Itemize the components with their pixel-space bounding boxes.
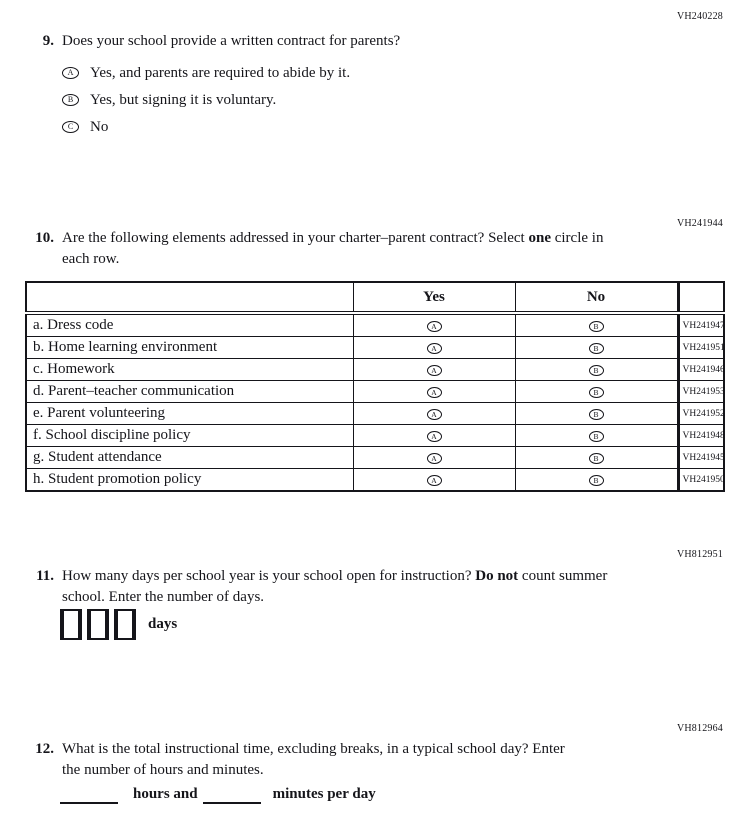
yes-bubble[interactable]: A bbox=[427, 343, 442, 354]
option-row-a bbox=[62, 63, 400, 83]
yes-bubble[interactable]: A bbox=[427, 321, 442, 332]
question-text-bold: one bbox=[528, 230, 551, 246]
question-number: 11. bbox=[36, 568, 54, 584]
option-label: No bbox=[90, 118, 109, 135]
question-text-bold: Do not bbox=[475, 568, 519, 584]
row-label: c. Homework bbox=[26, 359, 353, 381]
no-bubble[interactable]: B bbox=[589, 365, 604, 376]
empty-header-cell bbox=[26, 282, 353, 313]
question-number: 9. bbox=[42, 33, 54, 49]
yes-bubble[interactable]: A bbox=[427, 453, 442, 464]
question-text: Does your school provide a written contract for parents? bbox=[62, 33, 401, 49]
table-row bbox=[26, 381, 724, 403]
row-label: h. Student promotion policy bbox=[26, 469, 353, 492]
question-text: circle in each row. bbox=[62, 230, 604, 267]
no-bubble[interactable]: B bbox=[589, 409, 604, 420]
row-label: e. Parent volunteering bbox=[26, 403, 353, 425]
no-bubble[interactable]: B bbox=[589, 321, 604, 332]
question-text: What is the total instructional time, excluding breaks, in a typical school day? Enter the number of hours and minutes. bbox=[62, 741, 565, 778]
option-bubble-a[interactable]: A bbox=[62, 67, 79, 79]
question-code-q11: VH812951 bbox=[676, 549, 723, 560]
question-number: 10. bbox=[35, 230, 54, 246]
no-bubble[interactable]: B bbox=[589, 431, 604, 442]
row-code: VH241953 bbox=[678, 381, 724, 403]
question-11 bbox=[30, 566, 628, 608]
question-10 bbox=[30, 228, 628, 270]
row-label: a. Dress code bbox=[26, 313, 353, 337]
table-row bbox=[26, 403, 724, 425]
no-bubble[interactable]: B bbox=[589, 453, 604, 464]
row-code: VH241951 bbox=[678, 337, 724, 359]
no-bubble[interactable]: B bbox=[589, 475, 604, 486]
question-text: count summer school. Enter the number of days. bbox=[62, 568, 608, 605]
digit-box[interactable] bbox=[60, 609, 82, 640]
hours-blank[interactable] bbox=[60, 785, 118, 804]
minutes-blank[interactable] bbox=[203, 785, 261, 804]
question-9 bbox=[30, 31, 400, 144]
yes-no-table bbox=[25, 281, 725, 492]
question-text: How many days per school year is your school open for instruction? bbox=[62, 568, 472, 584]
minutes-label: minutes per day bbox=[272, 786, 376, 802]
row-code: VH241946 bbox=[678, 359, 724, 381]
option-row-b bbox=[62, 90, 400, 110]
days-label: days bbox=[148, 616, 178, 632]
question-text: Are the following elements addressed in your charter–parent contract? Select bbox=[62, 230, 525, 246]
question-code-q9: VH240228 bbox=[676, 11, 723, 22]
digit-box[interactable] bbox=[114, 609, 136, 640]
row-code: VH241948 bbox=[678, 425, 724, 447]
option-bubble-b[interactable]: B bbox=[62, 94, 79, 106]
row-label: g. Student attendance bbox=[26, 447, 353, 469]
column-header-no: No bbox=[515, 282, 678, 313]
row-code: VH241947 bbox=[678, 313, 724, 337]
table-row bbox=[26, 337, 724, 359]
yes-bubble[interactable]: A bbox=[427, 387, 442, 398]
option-row-c bbox=[62, 117, 400, 137]
no-bubble[interactable]: B bbox=[589, 387, 604, 398]
option-list bbox=[62, 63, 400, 137]
question-number: 12. bbox=[35, 741, 54, 757]
yes-bubble[interactable]: A bbox=[427, 431, 442, 442]
row-code: VH241945 bbox=[678, 447, 724, 469]
row-code: VH241952 bbox=[678, 403, 724, 425]
option-label: Yes, and parents are required to abide by it. bbox=[90, 64, 351, 81]
option-bubble-c[interactable]: C bbox=[62, 121, 79, 133]
row-code: VH241950 bbox=[678, 469, 724, 492]
question-code-q12: VH812964 bbox=[676, 723, 723, 734]
hours-label: hours and bbox=[133, 786, 198, 802]
row-label: b. Home learning environment bbox=[26, 337, 353, 359]
time-entry bbox=[60, 784, 376, 804]
row-label: f. School discipline policy bbox=[26, 425, 353, 447]
option-label: Yes, but signing it is voluntary. bbox=[90, 91, 277, 108]
question-12 bbox=[30, 739, 572, 781]
table-row bbox=[26, 359, 724, 381]
table-header-row bbox=[26, 282, 724, 313]
question-code-q10: VH241944 bbox=[676, 218, 723, 229]
digit-box[interactable] bbox=[87, 609, 109, 640]
yes-bubble[interactable]: A bbox=[427, 475, 442, 486]
no-bubble[interactable]: B bbox=[589, 343, 604, 354]
table-row bbox=[26, 313, 724, 337]
empty-header-cell bbox=[678, 282, 724, 313]
table-row bbox=[26, 425, 724, 447]
column-header-yes: Yes bbox=[353, 282, 515, 313]
yes-bubble[interactable]: A bbox=[427, 365, 442, 376]
days-entry bbox=[60, 609, 177, 640]
table-row bbox=[26, 447, 724, 469]
yes-bubble[interactable]: A bbox=[427, 409, 442, 420]
row-label: d. Parent–teacher communication bbox=[26, 381, 353, 403]
table-row bbox=[26, 469, 724, 492]
